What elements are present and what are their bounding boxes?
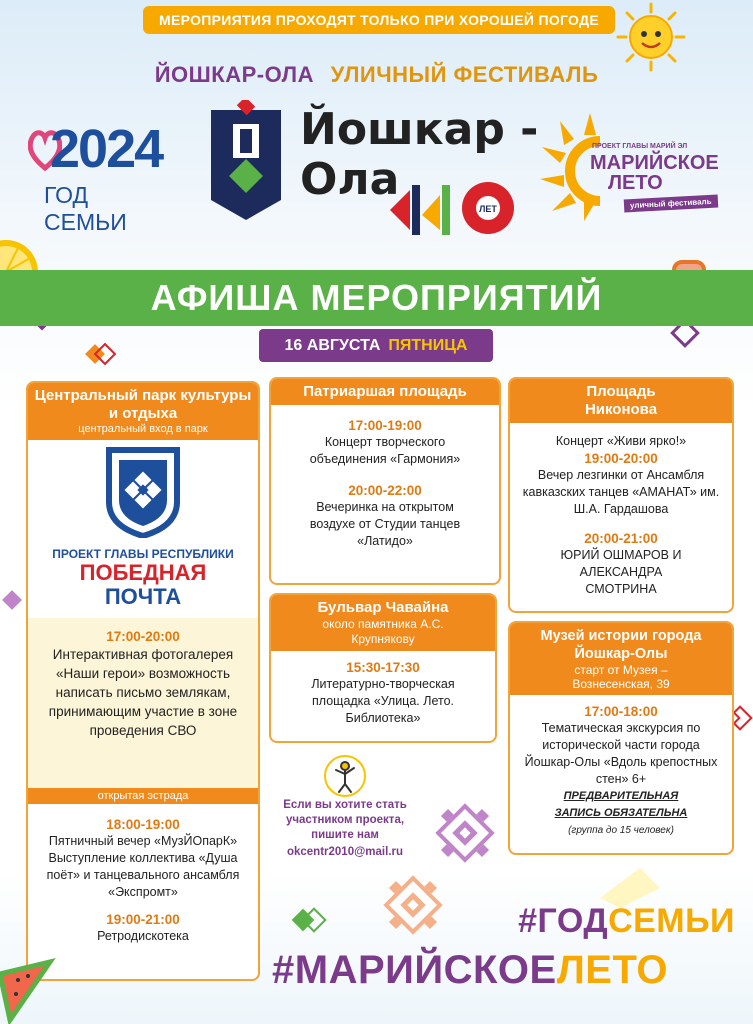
event-desc: Вечер лезгинки от Ансамбля кавказских танцев «АМАНАТ» им. Ш.А. Гардашова (522, 468, 720, 516)
event-desc: Тематическая экскурсия по исторической части города Йошкар-Олы «Вдоль крепостных стен» 6+ (524, 721, 718, 786)
venue-card-boulevard (269, 593, 497, 743)
victory-post-logo (28, 440, 258, 618)
venue-card-park (26, 381, 260, 981)
venue-name: Патриаршая площадь (271, 379, 499, 405)
event-time: 17:00-19:00 (348, 418, 422, 433)
event-desc: ЮРИЙ ОШМАРОВ И АЛЕКСАНДРА СМОТРИНА (560, 548, 682, 596)
city-line1: Йошкар - (300, 104, 539, 155)
hashtag-part: #МАРИЙСКОЕ (272, 948, 557, 992)
event-block (28, 618, 258, 788)
venue-subtitle: центральный вход в парк (78, 423, 208, 435)
hashtag-part: СЕМЬИ (608, 902, 735, 940)
venue-subtitle: около памятника А.С. Крупнякову (322, 617, 444, 646)
event-time: 15:30-17:30 (346, 660, 420, 675)
venue-card-patriarch (269, 377, 501, 585)
event-desc: Ретродискотека (97, 929, 189, 943)
venue-name: Бульвар Чавайна (317, 599, 449, 616)
summer-line2: ЛЕТО (608, 172, 663, 194)
event-block (510, 423, 732, 604)
info-text: Если вы хотите стать участником проекта, пишите нам (283, 799, 407, 841)
anniversary-small-text: ЛЕТ (479, 204, 497, 214)
page-heading: АФИША МЕРОПРИЯТИЙ (150, 277, 603, 318)
hashtag-part: #ГОД (518, 902, 609, 940)
hashtag-summer (272, 948, 668, 993)
year-caption: ГОД СЕМЬИ (44, 182, 127, 235)
summer-wordmark (590, 153, 719, 193)
city-shield-logo (211, 100, 281, 222)
venue-name: Площадь Никонова (510, 379, 732, 423)
registration-note: ПРЕДВАРИТЕЛЬНАЯ ЗАПИСЬ ОБЯЗАТЕЛЬНА (554, 790, 688, 819)
event-block (510, 695, 732, 845)
hashtag-family (518, 902, 735, 941)
event-date (259, 329, 493, 362)
festival-name: УЛИЧНЫЙ ФЕСТИВАЛЬ (330, 62, 599, 87)
event-desc: Концерт «Живи ярко!» (555, 434, 687, 448)
contact-email[interactable]: okcentr2010@mail.ru (286, 846, 404, 858)
event-desc: Вечеринка на открытом воздухе от Студии танцев «Латидо» (309, 500, 461, 548)
summer-line1: МАРИЙСКОЕ (590, 152, 719, 174)
group-note: (группа до 15 человек) (568, 825, 674, 836)
event-time: 20:00-22:00 (348, 483, 422, 498)
info-block (265, 798, 425, 860)
mascot-icon (320, 752, 370, 798)
ornament-icon (380, 872, 446, 938)
stage-label: открытая эстрада (28, 788, 258, 804)
summer-tag: уличный фестиваль (624, 195, 718, 213)
event-block (271, 405, 499, 556)
event-block (28, 804, 258, 951)
event-time: 17:00-18:00 (584, 704, 658, 719)
summer-project-caption: ПРОЕКТ ГЛАВЫ МАРИЙ ЭЛ (592, 143, 688, 150)
event-time: 18:00-19:00 (106, 817, 180, 832)
date-weekday: ПЯТНИЦА (388, 336, 468, 354)
venue-title (28, 383, 258, 440)
project-caption: ПРОЕКТ ГЛАВЫ РЕСПУБЛИКИ (52, 547, 234, 561)
anniversary-440-logo (390, 170, 530, 240)
event-block (271, 651, 495, 733)
date-day: 16 АВГУСТА (284, 336, 381, 354)
event-time: 19:00-20:00 (584, 451, 658, 466)
year-number: 2024 (50, 119, 163, 179)
event-time: 17:00-20:00 (106, 629, 180, 644)
festival-city: ЙОШКАР-ОЛА (154, 62, 314, 87)
venue-title (271, 595, 495, 651)
event-desc: Пятничный вечер «МузЙОпарК» Выступление коллектива «Душа поёт» и танцевального ансамбля «Экспромт» (46, 834, 240, 899)
event-time: 20:00-21:00 (584, 531, 658, 546)
diamond-deco-icon (0, 588, 24, 612)
diamond-deco-icon (84, 342, 118, 368)
republic-shield-icon (105, 446, 181, 538)
event-desc: Концерт творческого объединения «Гармония» (309, 435, 461, 466)
venue-subtitle: старт от Музея – Вознесенская, 39 (572, 663, 670, 691)
venue-card-nikonov (508, 377, 734, 613)
venue-name: Музей истории города Йошкар-Олы (540, 628, 702, 662)
year-of-family-logo (28, 118, 168, 235)
watermelon-icon (0, 954, 56, 1024)
victory-word: ПОБЕДНАЯ (79, 560, 207, 585)
mariyskoe-leto-logo (540, 113, 740, 223)
weather-banner: МЕРОПРИЯТИЯ ПРОХОДЯТ ТОЛЬКО ПРИ ХОРОШЕЙ ПОГОДЕ (143, 6, 615, 34)
hashtag-part: ЛЕТО (556, 948, 669, 992)
event-desc: Интерактивная фотогалерея «Наши герои» возможность написать письмо землякам, принимающим участие в зоне проведения СВО (48, 647, 238, 738)
heading-band (0, 270, 753, 326)
festival-title (0, 62, 753, 88)
venue-title (510, 623, 732, 695)
city-line2: Ола (300, 154, 400, 205)
diamond-deco-icon (290, 906, 328, 936)
event-time: 19:00-21:00 (106, 912, 180, 927)
ornament-icon (432, 800, 498, 866)
post-word: ПОЧТА (104, 584, 182, 609)
event-desc: Литературно-творческая площадка «Улица. Лето. Библиотека» (311, 677, 455, 725)
venue-card-museum (508, 621, 734, 855)
venue-name: Центральный парк культуры и отдыха (34, 387, 252, 422)
